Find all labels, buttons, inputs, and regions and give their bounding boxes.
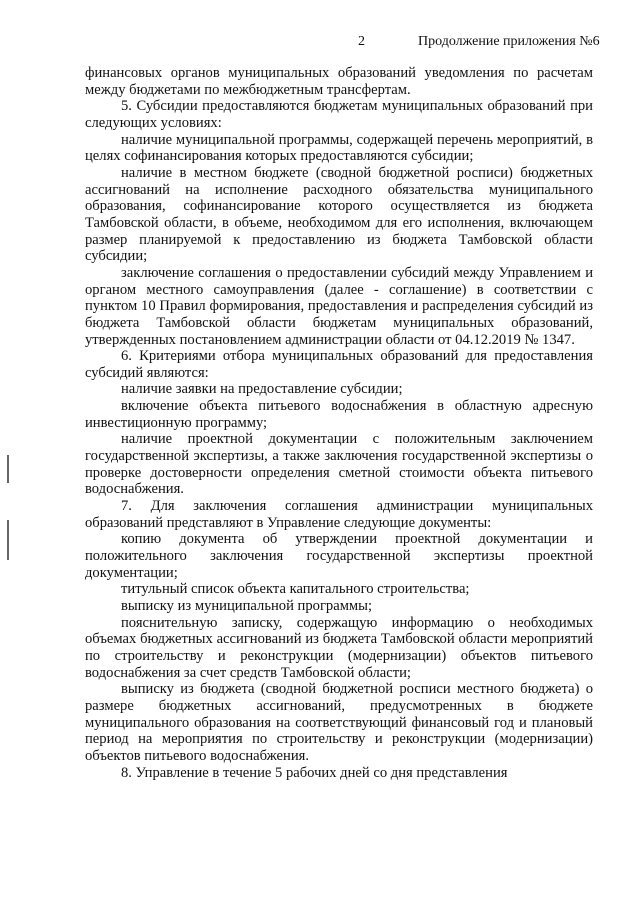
paragraph: включение объекта питьевого водоснабжения в областную адресную инвестиционную программу; [85, 398, 593, 431]
paragraph: 8. Управление в течение 5 рабочих дней со дня представления [121, 764, 508, 781]
paragraph: титульный список объекта капитального строительства; [121, 581, 470, 598]
header-title: Продолжение приложения №6 [418, 34, 600, 49]
document-body [85, 65, 593, 782]
paragraph: пояснительную записку, содержащую информацию о необходимых объемах бюджетных ассигнований из бюджета Тамбовской области мероприятий по строительству и реконструкции (модернизации) объектов питьевого водоснабжения за счет средств Тамбовской области; [85, 614, 593, 681]
paragraph: наличие проектной документации с положительным заключением государственной экспертизы, а также заключения государственной экспертизы о проверке достоверности определения сметной стоимости объекта питьевого водоснабжения. [85, 431, 593, 498]
scan-artifact [7, 455, 9, 483]
paragraph: наличие заявки на предоставление субсидии; [121, 381, 403, 398]
paragraph: наличие в местном бюджете (сводной бюджетной росписи) бюджетных ассигнований на исполнение расходного обязательства муниципального образования, софинансирование которого осуществляется из бюджета Тамбовской области, в объеме, необходимом для его исполнения, включающем размер планируемой к предоставлению из бюджета Тамбовской области субсидии; [85, 164, 593, 265]
paragraph: копию документа об утверждении проектной документации и положительного заключения государственной экспертизы проектной документации; [85, 531, 593, 581]
paragraph: выписку из бюджета (сводной бюджетной росписи местного бюджета) о размере бюджетных ассигнований, предусмотренных в бюджете муниципального образования на соответствующий финансовый год и плановый период на мероприятия по строительству и реконструкции (модернизации) объектов питьевого водоснабжения. [85, 681, 593, 764]
paragraph: выписку из муниципальной программы; [121, 598, 373, 614]
scan-artifact [7, 520, 9, 560]
paragraph: наличие муниципальной программы, содержащей перечень мероприятий, в целях софинансирования которых предоставляются субсидии; [85, 131, 593, 165]
paragraph: 5. Субсидии предоставляются бюджетам муниципальных образований при следующих условиях: [85, 98, 593, 131]
page-number: 2 [358, 34, 365, 49]
paragraph: заключение соглашения о предоставлении субсидий между Управлением и органом местного самоуправления (далее - соглашение) в соответствии с пунктом 10 Правил формирования, предоставления и распределения субсидий из бюджета Тамбовской области бюджетам муниципальных образований, утвержденных постановлением администрации области от 04.12.2019 № 1347. [85, 264, 593, 348]
paragraph: финансовых органов муниципальных образований уведомления по расчетам между бюджетами по межбюджетным трансфертам. [85, 65, 593, 98]
paragraph: 6. Критериями отбора муниципальных образований для предоставления субсидий являются: [85, 348, 593, 381]
paragraph: 7. Для заключения соглашения администрации муниципальных образований представляют в Управление следующие документы: [85, 498, 593, 531]
